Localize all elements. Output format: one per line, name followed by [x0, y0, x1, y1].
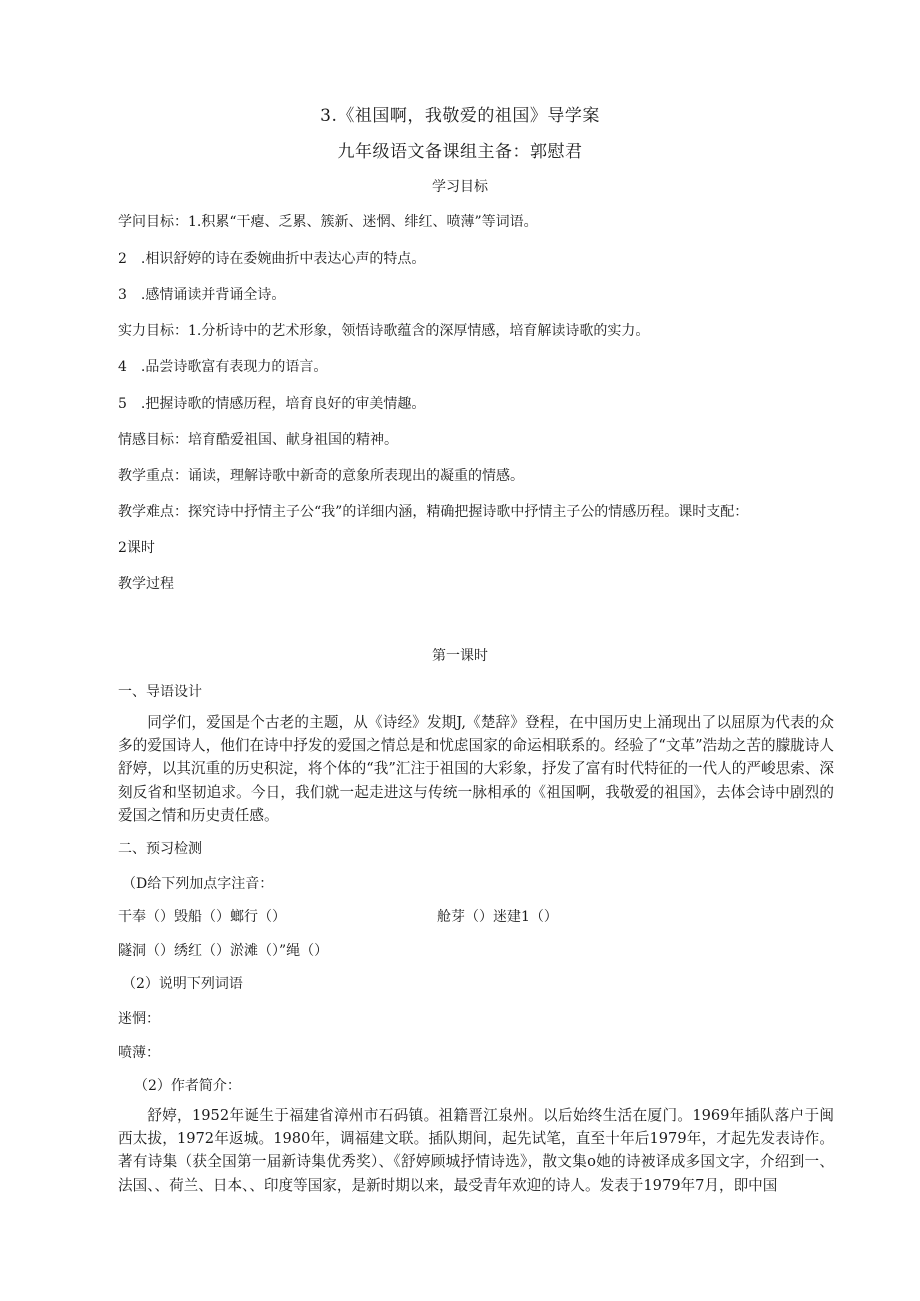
- question-1: （D给下列加点字注音：: [122, 876, 274, 892]
- word-item-2: 喷薄：: [118, 1045, 160, 1061]
- intro-paragraph: 同学们，爱国是个古老的主题，从《诗经》发期J,《楚辞》登程，在中国历史上涌现出了以屈原为代表的众多的爱国诗人，他们在诗中抒发的爱国之情总是和忧虑国家的命运相联系的。经验了“文革”浩劫之苦的朦胧诗人舒婷，以其沉重的历史积淀，将个体的“我”汇注于祖国的大彩象，抒发了富有时代特征的一代人的严峻思索、深刻反省和坚韧追求。今日，我们就一起走进这与传统一脉相承的《祖国啊，我敬爱的祖国》，去体会诗中剧烈的爱国之情和历史责任感。: [118, 714, 834, 824]
- author-paragraph: 舒婷，1952年诞生于福建省漳州市石码镇。祖籍晋江泉州。以后始终生活在厦门。1969年插队落户于闽西太拔，1972年返城。1980年，调福建文联。插队期间，起先试笔，直至十年后1979年，才起先发表诗作。著有诗集（获全国第一届新诗集优秀奖）、《舒婷顾城抒情诗选》，散文集o她的诗被译成多国文字，介绍到一、法国、、荷兰、日本、、印度等国家，是新时期以来，最受青年欢迎的诗人。发表于1979年7月，即中国: [118, 1107, 834, 1194]
- section-heading-objectives: 学习目标: [432, 179, 488, 195]
- objective-item-3: 3 .感情诵读并背诵全诗。: [118, 287, 286, 303]
- word-item-1: 迷惘：: [118, 1011, 160, 1027]
- question-2: （2）说明下列词语: [122, 976, 243, 992]
- objective-item-4: 4 .品尝诗歌富有表现力的语言。: [118, 359, 328, 375]
- teaching-key-point: 教学重点：诵读，理解诗歌中新奇的意象所表现出的凝重的情感。: [118, 468, 524, 484]
- document-title: 3.《祖国啊，我敬爱的祖国》导学案: [320, 106, 600, 126]
- knowledge-objective: 学问目标：1.积累“干瘪、乏累、簇新、迷惘、绯红、喷薄”等词语。: [118, 214, 538, 230]
- pinyin-row-2: 隧洞（）绣红（）淤滩（）”绳（）: [118, 943, 329, 959]
- objective-item-5: 5 .把握诗歌的情感历程，培育良好的审美情趣。: [118, 396, 426, 412]
- pinyin-row-1-left: 干奉（）毁船（）螂行（）: [118, 909, 286, 925]
- objective-item-2: 2 .相识舒婷的诗在委婉曲折中表达心声的特点。: [118, 251, 426, 267]
- class-hours: 2课时: [118, 540, 155, 556]
- lesson-heading: 第一课时: [432, 648, 488, 664]
- teaching-difficulty: 教学难点：探究诗中抒情主子公“我”的详细内涵，精确把握诗歌中抒情主子公的情感历程。课时支配：: [118, 504, 749, 520]
- pinyin-row-1-right: 舱芽（）迷建1（）: [437, 909, 558, 925]
- emotion-objective: 情感目标：培育酷爱祖国、献身祖国的精神。: [118, 432, 398, 448]
- teaching-process-heading: 教学过程: [118, 576, 174, 592]
- question-3: （2）作者简介：: [134, 1078, 241, 1094]
- intro-heading: 一、导语设计: [118, 684, 202, 700]
- document-subtitle: 九年级语文备课组主备：郭慰君: [337, 142, 583, 162]
- preview-heading: 二、预习检测: [118, 841, 202, 857]
- ability-objective: 实力目标：1.分析诗中的艺术形象，领悟诗歌蕴含的深厚情感，培育解读诗歌的实力。: [118, 323, 650, 339]
